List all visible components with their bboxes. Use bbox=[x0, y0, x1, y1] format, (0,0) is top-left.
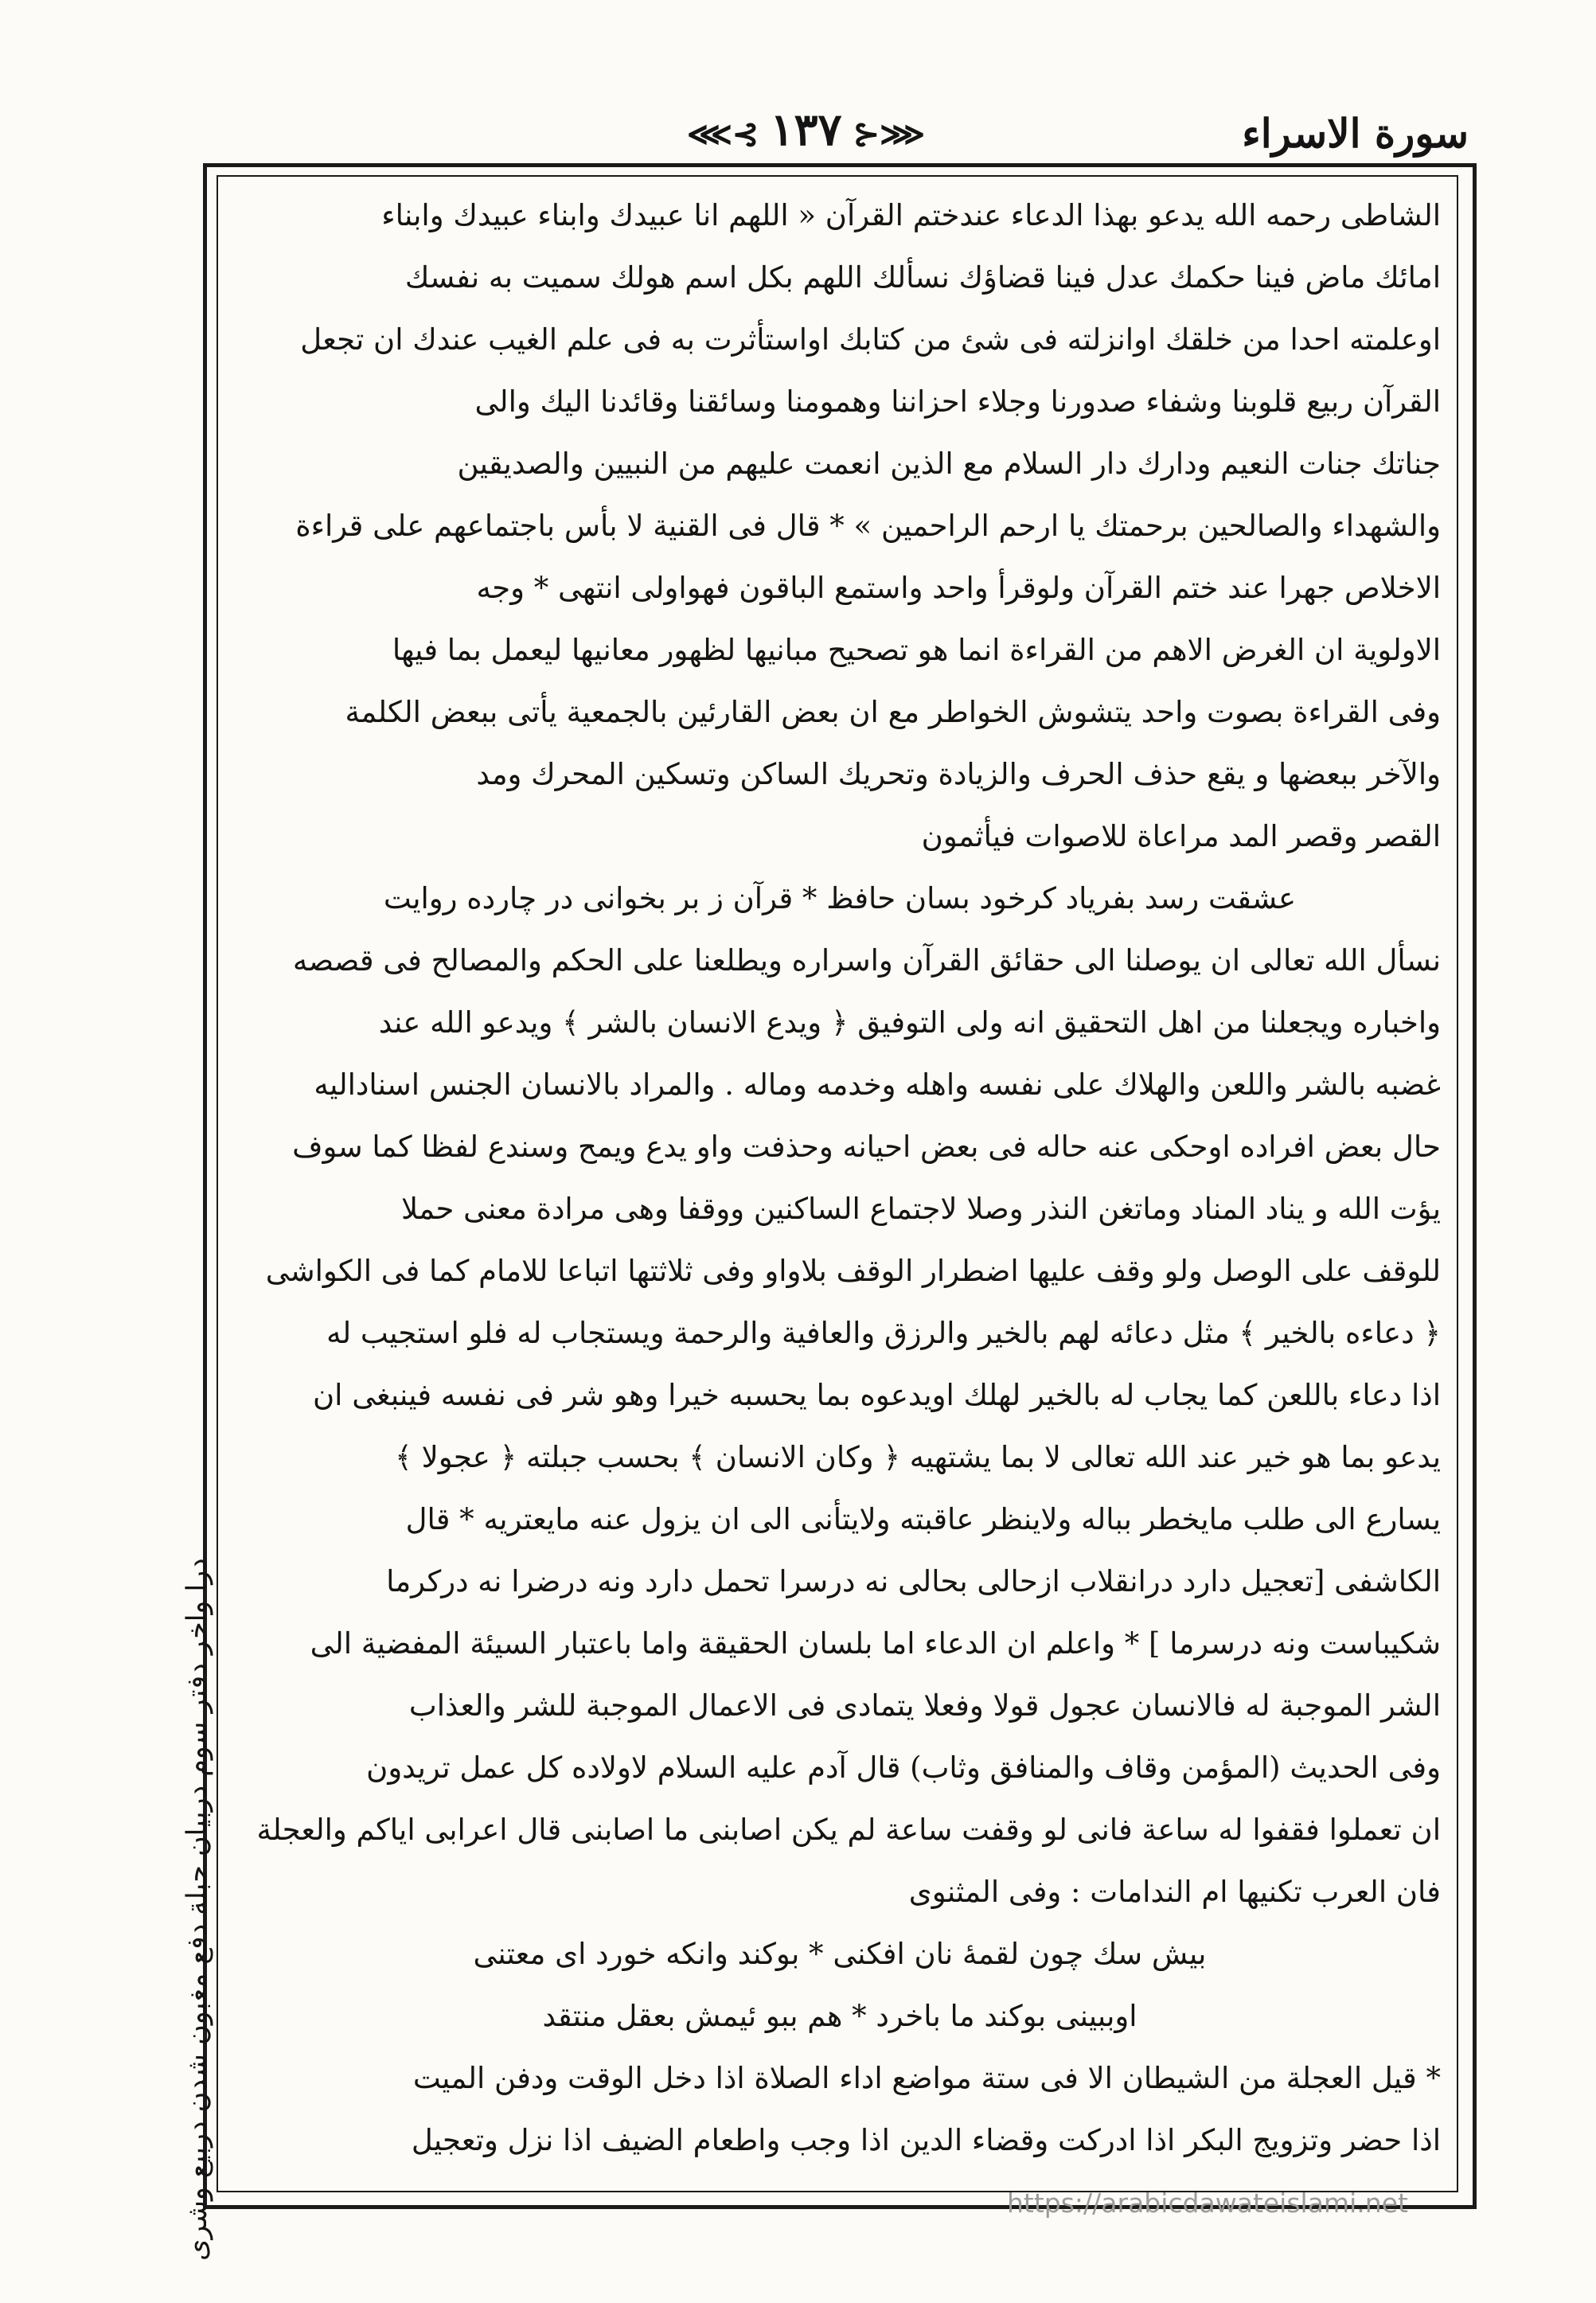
verse-line: بيش سك چون لقمهٔ نان افكنى * بوكند وانكه خورد اى معتنى bbox=[473, 1937, 1207, 1971]
surah-title: سورة الاسراء bbox=[1242, 110, 1469, 157]
watermark-url: https://arabicdawateislami.net bbox=[1007, 2188, 1408, 2219]
ornament-left: ⊱⋙ bbox=[686, 115, 759, 153]
text-line: شكيباست ونه درسرما ] * واعلم ان الدعاء اما بلسان الحقيقة واما باعتبار السيئة المفضية الى bbox=[310, 1626, 1441, 1661]
text-line: يؤت الله و يناد المناد وماتغن النذر وصلا لاجتماع الساكنين ووقفا وهى مرادة معنى حملا bbox=[401, 1192, 1441, 1226]
text-line: والآخر ببعضها و يقع حذف الحرف والزيادة وتحريك الساكن وتسكين المحرك ومد bbox=[476, 757, 1441, 791]
text-line: حال بعض افراده اوحكى عنه حاله فى بعض احيانه وحذفت واو يدع ويمح وسندع لفظا كما سوف bbox=[292, 1130, 1441, 1164]
verse-line: اوببينى بوكند ما باخرد * هم ببو ئيمش بعقل منتقد bbox=[542, 1999, 1137, 2033]
text-line: امائك ماض فينا حكمك عدل فينا قضاؤك نسألك اللهم بكل اسم هولك سميت به نفسك bbox=[404, 260, 1441, 295]
text-line: واخباره ويجعلنا من اهل التحقيق انه ولى التوفيق ﴿ ويدع الانسان بالشر ﴾ ويدعو الله عند bbox=[378, 1005, 1441, 1040]
text-line: القصر وقصر المد مراعاة للاصوات فيأثمون bbox=[921, 819, 1441, 853]
text-line: للوقف على الوصل ولو وقف عليها اضطرار الوقف بلاواو وفى ثلاثتها اتباعا للامام كما فى الكواشى bbox=[265, 1254, 1441, 1288]
text-line: اذا حضر وتزويج البكر اذا ادركت وقضاء الدين اذا وجب واطعام الضيف اذا نزل وتعجيل bbox=[411, 2123, 1441, 2157]
page-number bbox=[676, 103, 936, 156]
text-line: القرآن ربيع قلوبنا وشفاء صدورنا وجلاء احزاننا وهمومنا وسائقنا وقائدنا اليك والى bbox=[474, 384, 1441, 419]
text-line: الشاطى رحمه الله يدعو بهذا الدعاء عندختم القرآن « اللهم انا عبيدك وابناء عبيدك وابناء bbox=[381, 198, 1441, 232]
body-text bbox=[239, 185, 1441, 2172]
text-line: وفى الحديث (المؤمن وقاف والمنافق وثاب) قال آدم عليه السلام لاولاده كل عمل تريدون bbox=[366, 1751, 1441, 1785]
text-line: الاولوية ان الغرض الاهم من القراءة انما هو تصحيح مبانيها لظهور معانيها ليعمل بما فيها bbox=[392, 633, 1441, 667]
verse-line: عشقت رسد بفرياد كرخود بسان حافظ * قرآن ز بر بخوانى در چارده روايت bbox=[383, 881, 1297, 915]
text-line: الشر الموجبة له فالانسان عجول قولا وفعلا يتمادى فى الاعمال الموجبة للشر والعذاب bbox=[408, 1688, 1441, 1723]
text-line: اذا دعاء باللعن كما يجاب له بالخير لهلك اويدعوه بما يحسبه خيرا وهو شر فى نفسه فينبغى ان bbox=[312, 1378, 1441, 1412]
text-line: * قيل العجلة من الشيطان الا فى ستة مواضع اداء الصلاة اذا دخل الوقت ودفن الميت bbox=[412, 2061, 1441, 2095]
text-line: يسارع الى طلب مايخطر بباله ولاينظر عاقبته ولايتأنى الى ان يزول عنه مايعتريه * قال bbox=[405, 1502, 1441, 1536]
text-line: فان العرب تكنيها ام الندامات : وفى المثنوى bbox=[908, 1875, 1441, 1909]
text-line: ان تعملوا فقفوا له ساعة فانى لو وقفت ساعة لم يكن اصابنى ما اصابنى قال اعرابى اياكم والعجلة bbox=[256, 1813, 1441, 1847]
text-line: نسأل الله تعالى ان يوصلنا الى حقائق القرآن واسراره ويطلعنا على الحكم والمصالح فى قصصه bbox=[292, 943, 1441, 978]
text-line: الكاشفى [تعجيل دارد درانقلاب ازحالى بحالى نه درسرا تحمل دارد ونه درضرا نه دركرما bbox=[386, 1564, 1441, 1598]
page-number-value: ١٣٧ bbox=[770, 103, 842, 156]
margin-note: درا واخر دفتر سوم دربيان حبلة دفع مغبون شدن دربيع وشرى bbox=[181, 1558, 213, 2261]
ornament-right: ⋘⊰ bbox=[853, 115, 926, 153]
text-line: يدعو بما هو خير عند الله تعالى لا بما يشتهيه ﴿ وكان الانسان ﴾ بحسب جبلته ﴿ عجولا ﴾ bbox=[395, 1440, 1441, 1474]
text-line: غضبه بالشر واللعن والهلاك على نفسه واهله وخدمه وماله . والمراد بالانسان الجنس اسناداليه bbox=[314, 1068, 1441, 1102]
text-line: جناتك جنات النعيم ودارك دار السلام مع الذين انعمت عليهم من النبيين والصديقين bbox=[457, 447, 1441, 481]
text-line: ﴿ دعاءه بالخير ﴾ مثل دعائه لهم بالخير والرزق والعافية والرحمة ويستجاب له فلو استجيب له bbox=[326, 1316, 1441, 1350]
text-line: وفى القراءة بصوت واحد يتشوش الخواطر مع ان بعض القارئين بالجمعية يأتى ببعض الكلمة bbox=[345, 695, 1441, 729]
text-line: والشهداء والصالحين برحمتك يا ارحم الراحمين » * قال فى القنية لا بأس باجتماعهم على قراءة bbox=[295, 509, 1441, 543]
text-line: الاخلاص جهرا عند ختم القرآن ولوقرأ واحد واستمع الباقون فهواولى انتهى * وجه bbox=[476, 571, 1441, 605]
text-line: اوعلمته احدا من خلقك اوانزلته فى شئ من كتابك اواستأثرت به فى علم الغيب عندك ان تجعل bbox=[300, 322, 1441, 357]
